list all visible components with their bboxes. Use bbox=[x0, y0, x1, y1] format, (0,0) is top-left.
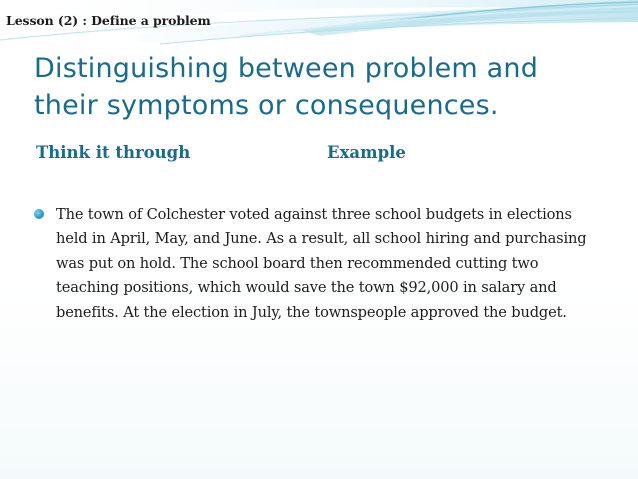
lesson-label: Lesson (2) : Define a problem bbox=[6, 13, 211, 28]
bullet-text: The town of Colchester voted against three school budgets in elections held in April, May, and June. As a result, all school hiring and purchasing was put on hold. The school board then recommended cutting two teaching positions, which would save the town $92,000 in salary and benefits. At the election in July, the townspeople approved the budget. bbox=[56, 206, 587, 321]
think-it-through-heading: Think it through bbox=[36, 143, 191, 162]
slide-title bbox=[34, 50, 614, 124]
slide-title-line-1: Distinguishing between problem and bbox=[34, 53, 539, 84]
example-heading: Example bbox=[327, 143, 406, 162]
slide-title-line-2: their symptoms or consequences. bbox=[34, 90, 499, 121]
bullet-dot-icon bbox=[34, 209, 44, 219]
